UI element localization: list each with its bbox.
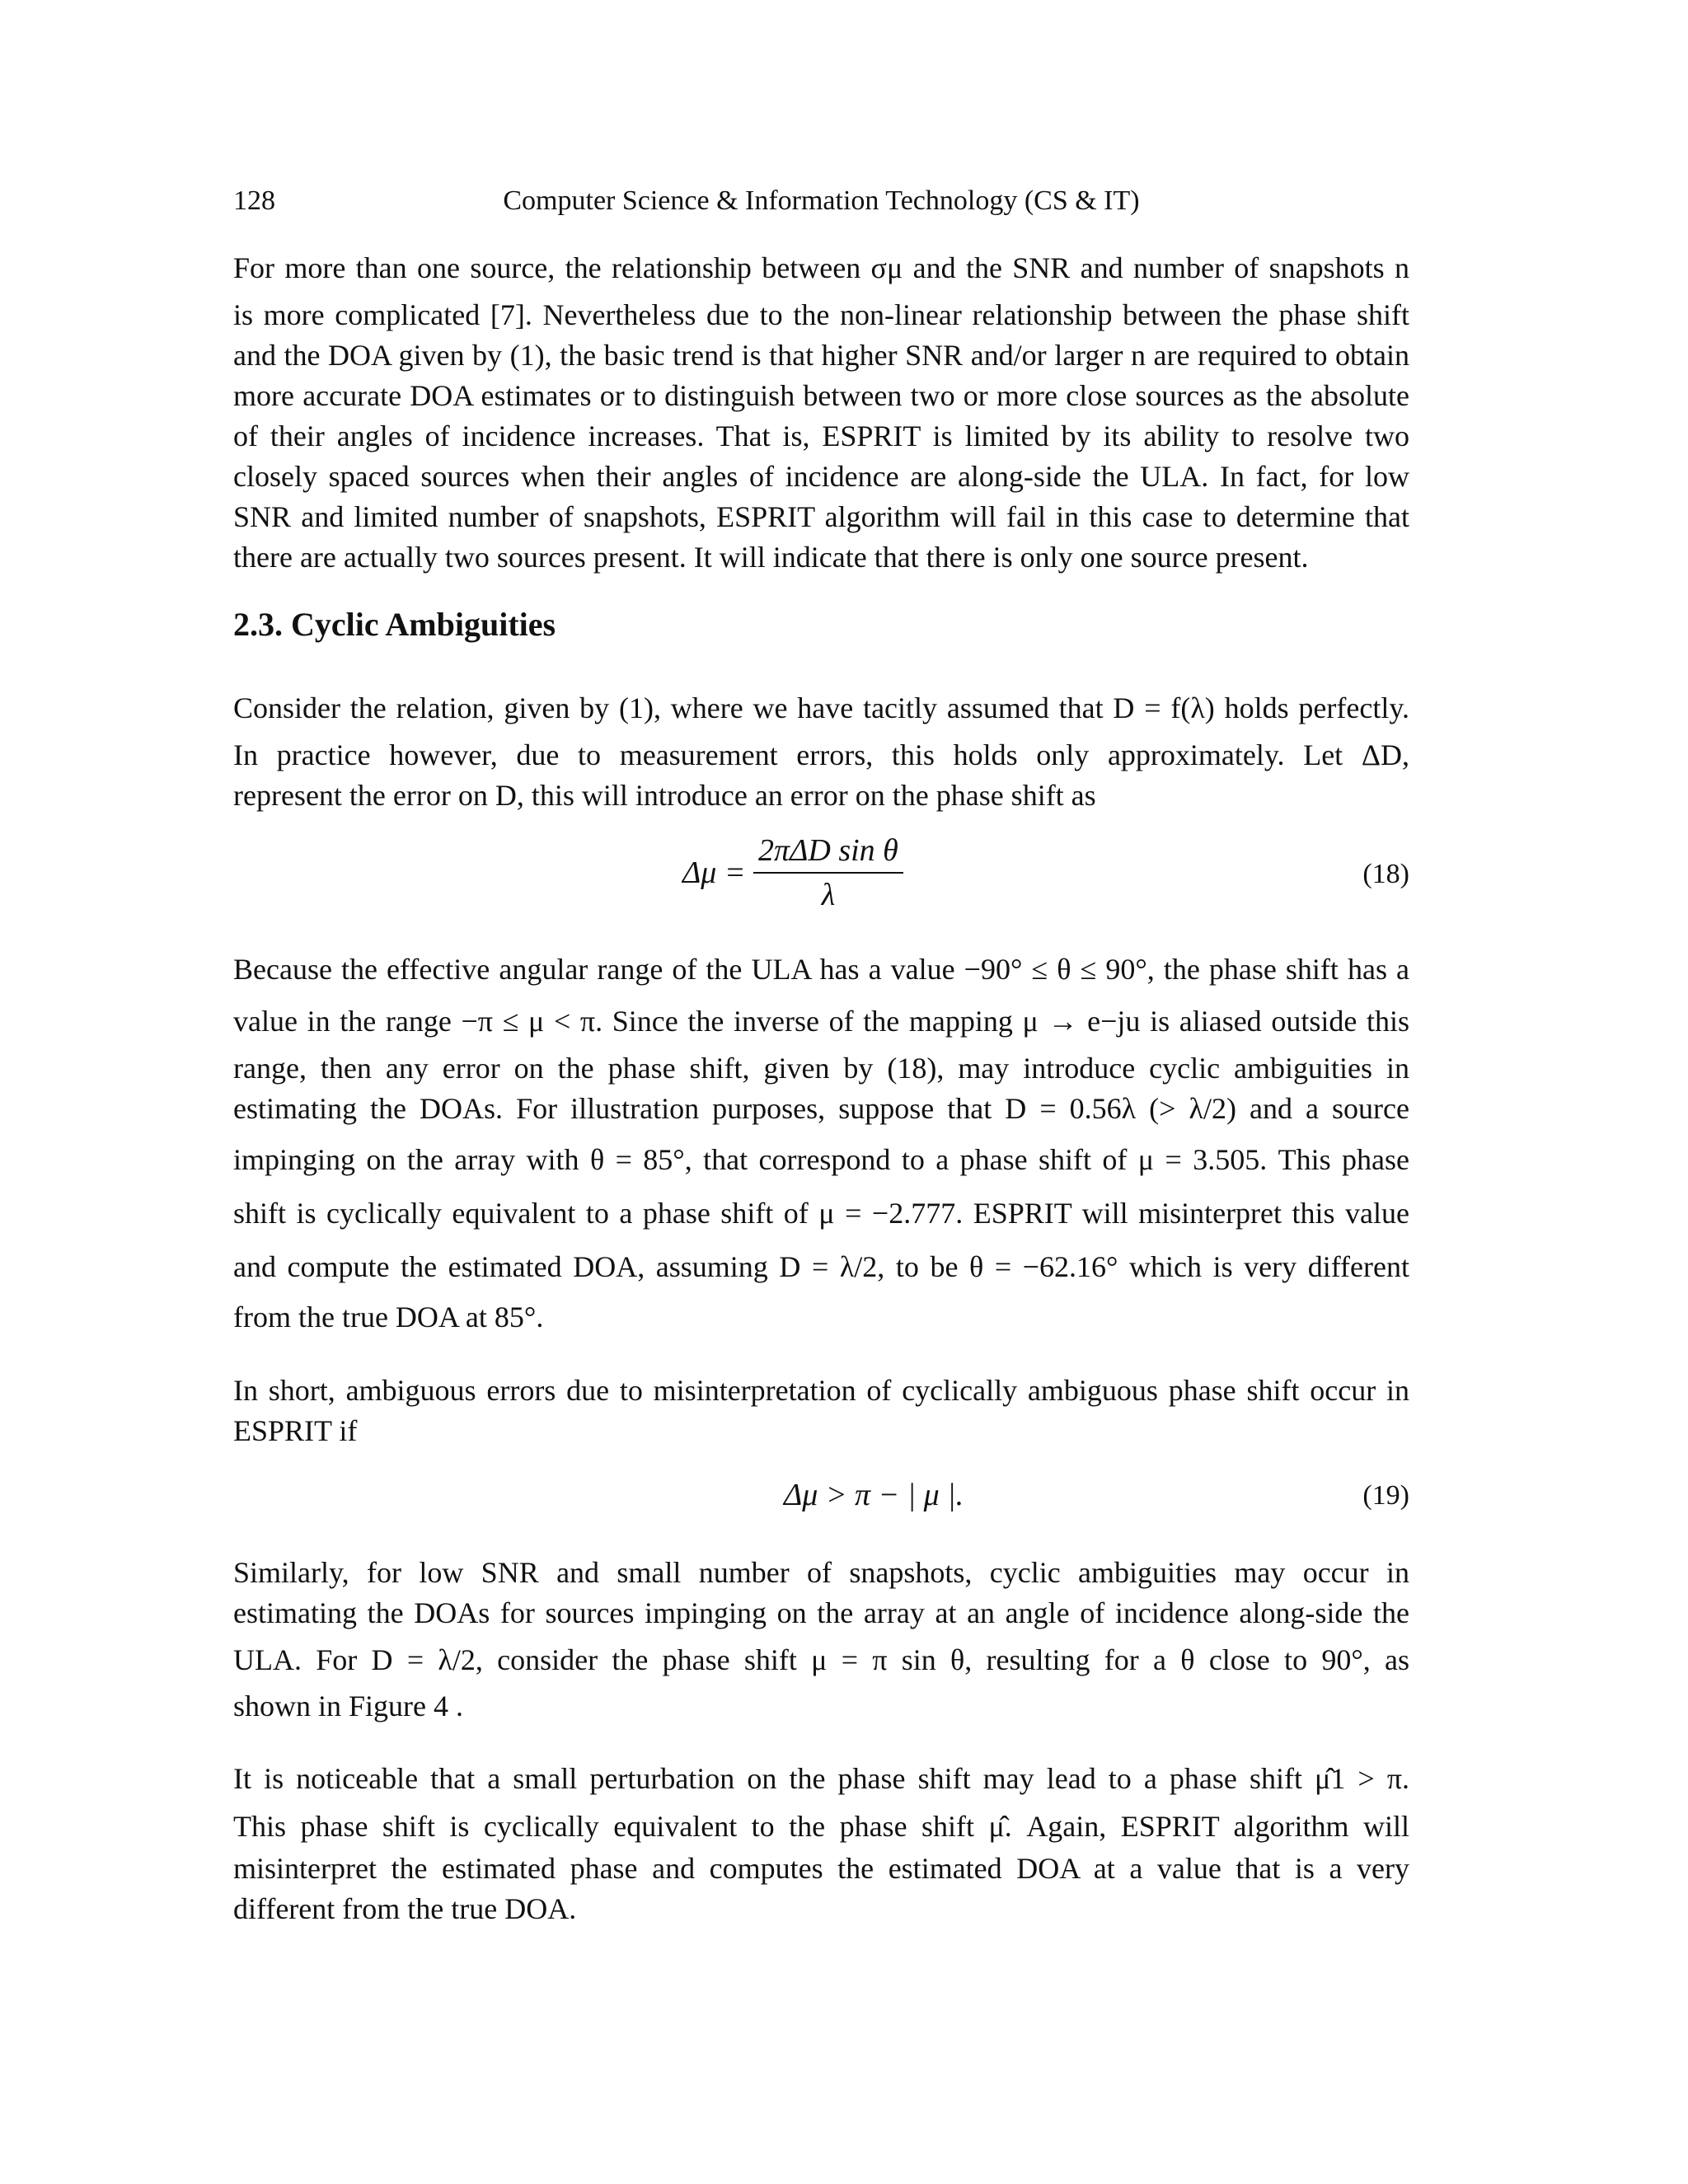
paragraph-1 [233,241,1409,578]
journal-title: Computer Science & Information Technology (CS & IT) [503,185,1140,216]
section-heading: 2.3. Cyclic Ambiguities [233,606,556,643]
paragraph-4 [233,1371,1409,1451]
paragraph-5-line-3: ULA. For D = λ/2, consider the phase shift μ = π sin θ, resulting for a θ close to 90°, as [233,1643,1409,1676]
paragraph-6-line-3: misinterpret the estimated phase and computes the estimated DOA at a value that is a very [233,1852,1409,1885]
paragraph-3-line-2: value in the range −π ≤ μ < π. Since the inverse of the mapping μ → e−ju is aliased outside this [233,1005,1409,1038]
paragraph-1-line-7: SNR and limited number of snapshots, ESPRIT algorithm will fail in this case to determine that [233,500,1409,533]
paragraph-4-line-1: In short, ambiguous errors due to misinterpretation of cyclically ambiguous phase shift occur in [233,1374,1409,1407]
paragraph-1-line-1: For more than one source, the relationship between σμ and the SNR and number of snapshots n [233,251,1409,284]
paragraph-1-line-2: is more complicated [7]. Nevertheless due to the non-linear relationship between the phase shift [233,298,1409,331]
equation-18-numerator: 2πΔD sin θ [753,832,903,874]
equation-19-body: Δμ > π − | μ |. [784,1478,964,1512]
paragraph-2-line-3: represent the error on D, this will introduce an error on the phase shift as [233,779,1096,812]
paragraph-1-line-6: closely spaced sources when their angles of incidence are along-side the ULA. In fact, for low [233,460,1409,493]
paragraph-6-line-1: It is noticeable that a small perturbation on the phase shift may lead to a phase shift μ̂1 > π. [233,1762,1409,1795]
paragraph-6-line-4: different from the true DOA. [233,1892,577,1925]
paragraph-6 [233,1753,1409,1929]
paragraph-3-line-1: Because the effective angular range of the ULA has a value −90° ≤ θ ≤ 90°, the phase shift has a [233,953,1409,986]
paragraph-1-line-8: there are actually two sources present. It will indicate that there is only one source present. [233,541,1309,574]
equation-19-number: (19) [1362,1480,1409,1511]
paragraph-5-line-1: Similarly, for low SNR and small number of snapshots, cyclic ambiguities may occur in [233,1556,1409,1589]
equation-19 [233,1477,1409,1523]
paragraph-5-line-4: shown in Figure 4 . [233,1690,463,1722]
paragraph-2-line-2: In practice however, due to measurement errors, this holds only approximately. Let ΔD, [233,738,1409,771]
paragraph-3 [233,944,1409,1338]
paragraph-3-line-8: from the true DOA at 85°. [233,1301,544,1333]
paragraph-1-line-5: of their angles of incidence increases. That is, ESPRIT is limited by its ability to resolve two [233,419,1409,452]
paragraph-1-line-3: and the DOA given by (1), the basic trend is that higher SNR and/or larger n are required to obtain [233,339,1409,372]
page-number: 128 [233,185,275,216]
paragraph-1-line-4: more accurate DOA estimates or to distinguish between two or more close sources as the absolute [233,379,1409,412]
equation-18 [233,832,1409,931]
running-header [233,183,1409,219]
paragraph-5-line-2: estimating the DOAs for sources impinging on the array at an angle of incidence along-side the [233,1596,1409,1629]
equation-18-number: (18) [1362,859,1409,889]
paragraph-5 [233,1553,1409,1727]
paragraph-3-line-5: impinging on the array with θ = 85°, that correspond to a phase shift of μ = 3.505. This phase [233,1143,1409,1176]
equation-18-body [682,832,903,913]
paragraph-3-line-7: and compute the estimated DOA, assuming D = λ/2, to be θ = −62.16° which is very different [233,1250,1409,1283]
paragraph-3-line-3: range, then any error on the phase shift, given by (18), may introduce cyclic ambiguities in [233,1052,1409,1085]
paragraph-2 [233,681,1409,816]
paragraph-4-line-2: ESPRIT if [233,1414,358,1447]
paragraph-3-line-6: shift is cyclically equivalent to a phase shift of μ = −2.777. ESPRIT will misinterpret this value [233,1197,1409,1230]
equation-18-fraction [753,832,903,913]
equation-18-denominator: λ [821,878,836,912]
equation-18-lhs: Δμ = [682,855,746,890]
paragraph-2-line-1: Consider the relation, given by (1), where we have tacitly assumed that D = f(λ) holds perfectly. [233,691,1409,724]
paragraph-3-line-4: estimating the DOAs. For illustration purposes, suppose that D = 0.56λ (> λ/2) and a source [233,1092,1409,1125]
paragraph-6-line-2: This phase shift is cyclically equivalent to the phase shift μ̂. Again, ESPRIT algorithm will [233,1810,1409,1843]
